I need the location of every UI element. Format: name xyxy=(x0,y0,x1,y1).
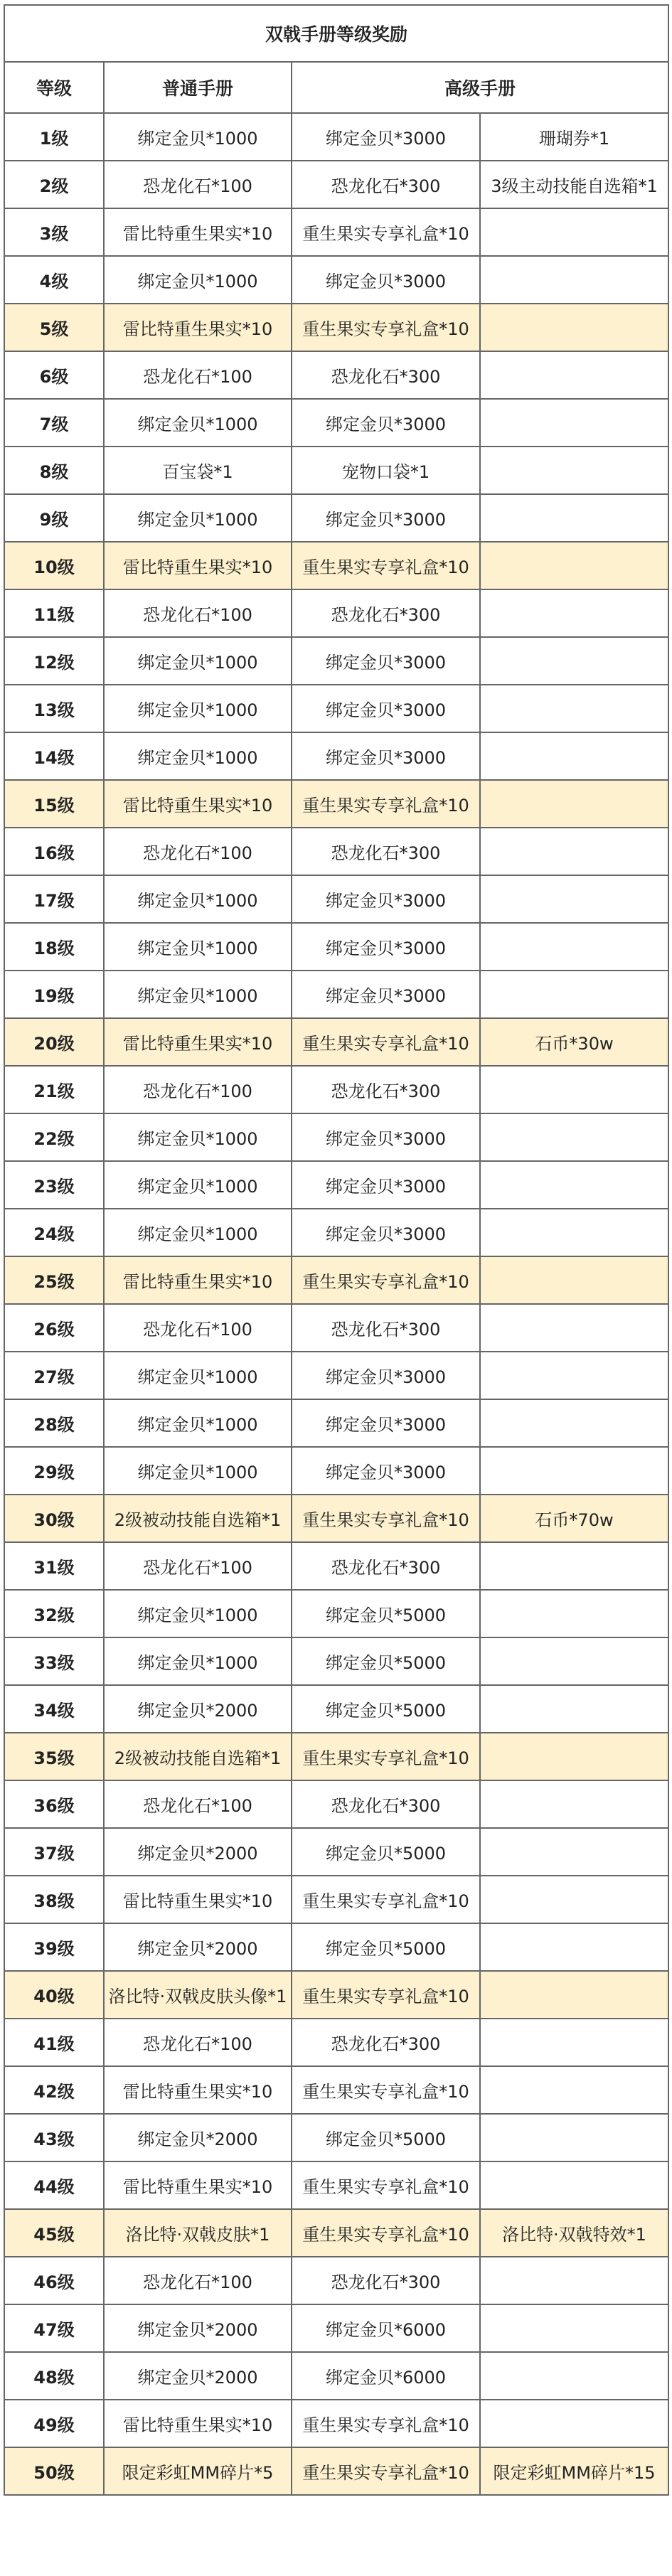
level-cell: 15级 xyxy=(4,780,104,828)
level-cell: 9级 xyxy=(4,494,104,542)
level-cell: 29级 xyxy=(4,1447,104,1495)
level-cell: 6级 xyxy=(4,351,104,399)
normal-reward-cell: 雷比特重生果实*10 xyxy=(104,2400,292,2447)
premium-reward-cell: 绑定金贝*5000 xyxy=(292,1828,480,1876)
table-row xyxy=(4,637,668,685)
premium-reward-cell: 重生果实专享礼盒*10 xyxy=(292,1971,480,2019)
level-cell: 2级 xyxy=(4,161,104,208)
level-cell: 37级 xyxy=(4,1828,104,1876)
premium-bonus-cell xyxy=(480,494,668,542)
table-body xyxy=(4,113,668,2495)
premium-reward-cell: 绑定金贝*3000 xyxy=(292,113,480,161)
table-row xyxy=(4,971,668,1018)
table-row xyxy=(4,1447,668,1495)
table-row xyxy=(4,1066,668,1113)
premium-bonus-cell xyxy=(480,1685,668,1733)
table-row xyxy=(4,1685,668,1733)
normal-reward-cell: 绑定金贝*1000 xyxy=(104,1352,292,1399)
normal-reward-cell: 恐龙化石*100 xyxy=(104,1066,292,1113)
premium-reward-cell: 绑定金贝*3000 xyxy=(292,1399,480,1447)
normal-reward-cell: 绑定金贝*1000 xyxy=(104,399,292,447)
premium-reward-cell: 绑定金贝*3000 xyxy=(292,1161,480,1209)
level-cell: 35级 xyxy=(4,1733,104,1780)
premium-reward-cell: 恐龙化石*300 xyxy=(292,1304,480,1352)
premium-reward-cell: 重生果实专享礼盒*10 xyxy=(292,542,480,589)
normal-reward-cell: 百宝袋*1 xyxy=(104,447,292,494)
reward-table xyxy=(4,4,669,2496)
table-row xyxy=(4,256,668,304)
premium-reward-cell: 绑定金贝*5000 xyxy=(292,1590,480,1637)
premium-bonus-cell xyxy=(480,1780,668,1828)
premium-reward-cell: 绑定金贝*3000 xyxy=(292,637,480,685)
normal-reward-cell: 绑定金贝*1000 xyxy=(104,256,292,304)
table-row xyxy=(4,1399,668,1447)
premium-bonus-cell xyxy=(480,1447,668,1495)
premium-bonus-cell xyxy=(480,589,668,637)
level-cell: 32级 xyxy=(4,1590,104,1637)
premium-bonus-cell xyxy=(480,875,668,923)
premium-reward-cell: 重生果实专享礼盒*10 xyxy=(292,1256,480,1304)
premium-reward-cell: 恐龙化石*300 xyxy=(292,828,480,875)
level-cell: 27级 xyxy=(4,1352,104,1399)
premium-reward-cell: 重生果实专享礼盒*10 xyxy=(292,2447,480,2495)
premium-reward-cell: 重生果实专享礼盒*10 xyxy=(292,1733,480,1780)
level-cell: 40级 xyxy=(4,1971,104,2019)
premium-reward-cell: 宠物口袋*1 xyxy=(292,447,480,494)
level-cell: 21级 xyxy=(4,1066,104,1113)
premium-bonus-cell xyxy=(480,304,668,351)
normal-reward-cell: 绑定金贝*1000 xyxy=(104,1399,292,1447)
normal-reward-cell: 2级被动技能自选箱*1 xyxy=(104,1495,292,1542)
premium-bonus-cell xyxy=(480,1828,668,1876)
normal-reward-cell: 绑定金贝*2000 xyxy=(104,2114,292,2161)
premium-bonus-cell xyxy=(480,1876,668,1923)
premium-bonus-cell xyxy=(480,637,668,685)
level-cell: 50级 xyxy=(4,2447,104,2495)
premium-bonus-cell xyxy=(480,1161,668,1209)
premium-bonus-cell xyxy=(480,208,668,256)
level-cell: 4级 xyxy=(4,256,104,304)
header-premium: 高级手册 xyxy=(292,62,668,113)
level-cell: 1级 xyxy=(4,113,104,161)
table-row xyxy=(4,304,668,351)
premium-reward-cell: 恐龙化石*300 xyxy=(292,161,480,208)
premium-reward-cell: 绑定金贝*3000 xyxy=(292,1447,480,1495)
level-cell: 28级 xyxy=(4,1399,104,1447)
level-cell: 42级 xyxy=(4,2066,104,2114)
premium-reward-cell: 重生果实专享礼盒*10 xyxy=(292,208,480,256)
premium-bonus-cell xyxy=(480,2019,668,2066)
normal-reward-cell: 恐龙化石*100 xyxy=(104,589,292,637)
level-cell: 12级 xyxy=(4,637,104,685)
normal-reward-cell: 绑定金贝*2000 xyxy=(104,1923,292,1971)
normal-reward-cell: 雷比特重生果实*10 xyxy=(104,542,292,589)
premium-reward-cell: 绑定金贝*5000 xyxy=(292,1685,480,1733)
level-cell: 45级 xyxy=(4,2209,104,2257)
normal-reward-cell: 雷比特重生果实*10 xyxy=(104,304,292,351)
normal-reward-cell: 雷比特重生果实*10 xyxy=(104,208,292,256)
level-cell: 34级 xyxy=(4,1685,104,1733)
table-row xyxy=(4,1209,668,1256)
premium-reward-cell: 绑定金贝*3000 xyxy=(292,971,480,1018)
premium-bonus-cell xyxy=(480,2161,668,2209)
premium-reward-cell: 重生果实专享礼盒*10 xyxy=(292,304,480,351)
premium-bonus-cell xyxy=(480,1113,668,1161)
premium-reward-cell: 重生果实专享礼盒*10 xyxy=(292,2066,480,2114)
normal-reward-cell: 雷比特重生果实*10 xyxy=(104,1256,292,1304)
table-row xyxy=(4,1923,668,1971)
normal-reward-cell: 恐龙化石*100 xyxy=(104,2257,292,2304)
normal-reward-cell: 绑定金贝*1000 xyxy=(104,1161,292,1209)
premium-bonus-cell xyxy=(480,1352,668,1399)
table-row xyxy=(4,1590,668,1637)
premium-bonus-cell xyxy=(480,2400,668,2447)
header-level: 等级 xyxy=(4,62,104,113)
table-row xyxy=(4,1780,668,1828)
premium-bonus-cell xyxy=(480,1637,668,1685)
level-cell: 3级 xyxy=(4,208,104,256)
table-row xyxy=(4,923,668,971)
table-row xyxy=(4,542,668,589)
table-row xyxy=(4,208,668,256)
premium-bonus-cell xyxy=(480,399,668,447)
table-row xyxy=(4,494,668,542)
table-row xyxy=(4,685,668,732)
premium-reward-cell: 重生果实专享礼盒*10 xyxy=(292,1876,480,1923)
normal-reward-cell: 绑定金贝*2000 xyxy=(104,1828,292,1876)
normal-reward-cell: 恐龙化石*100 xyxy=(104,828,292,875)
table-title: 双戟手册等级奖励 xyxy=(4,5,668,62)
premium-bonus-cell xyxy=(480,256,668,304)
normal-reward-cell: 绑定金贝*2000 xyxy=(104,1685,292,1733)
level-cell: 44级 xyxy=(4,2161,104,2209)
premium-bonus-cell xyxy=(480,1542,668,1590)
level-cell: 39级 xyxy=(4,1923,104,1971)
premium-bonus-cell xyxy=(480,2114,668,2161)
table-row xyxy=(4,1876,668,1923)
level-cell: 7级 xyxy=(4,399,104,447)
level-cell: 16级 xyxy=(4,828,104,875)
premium-bonus-cell: 石币*30w xyxy=(480,1018,668,1066)
table-row xyxy=(4,1113,668,1161)
table-row xyxy=(4,2304,668,2352)
table-row xyxy=(4,161,668,208)
table-row xyxy=(4,351,668,399)
premium-bonus-cell: 珊瑚券*1 xyxy=(480,113,668,161)
normal-reward-cell: 恐龙化石*100 xyxy=(104,1542,292,1590)
level-cell: 25级 xyxy=(4,1256,104,1304)
premium-bonus-cell: 限定彩虹MM碎片*15 xyxy=(480,2447,668,2495)
table-row xyxy=(4,399,668,447)
premium-reward-cell: 恐龙化石*300 xyxy=(292,1780,480,1828)
premium-bonus-cell xyxy=(480,351,668,399)
level-cell: 23级 xyxy=(4,1161,104,1209)
normal-reward-cell: 绑定金贝*1000 xyxy=(104,113,292,161)
table-row xyxy=(4,828,668,875)
level-cell: 33级 xyxy=(4,1637,104,1685)
premium-reward-cell: 重生果实专享礼盒*10 xyxy=(292,1018,480,1066)
table-row xyxy=(4,2114,668,2161)
premium-reward-cell: 绑定金贝*6000 xyxy=(292,2352,480,2400)
table-row xyxy=(4,2066,668,2114)
premium-bonus-cell: 3级主动技能自选箱*1 xyxy=(480,161,668,208)
premium-reward-cell: 绑定金贝*5000 xyxy=(292,1637,480,1685)
premium-reward-cell: 恐龙化石*300 xyxy=(292,1542,480,1590)
table-row xyxy=(4,1495,668,1542)
premium-reward-cell: 绑定金贝*3000 xyxy=(292,1209,480,1256)
premium-bonus-cell xyxy=(480,780,668,828)
normal-reward-cell: 雷比特重生果实*10 xyxy=(104,2161,292,2209)
premium-bonus-cell xyxy=(480,685,668,732)
premium-bonus-cell xyxy=(480,1923,668,1971)
premium-bonus-cell xyxy=(480,542,668,589)
premium-reward-cell: 恐龙化石*300 xyxy=(292,2257,480,2304)
level-cell: 26级 xyxy=(4,1304,104,1352)
normal-reward-cell: 雷比特重生果实*10 xyxy=(104,1876,292,1923)
normal-reward-cell: 绑定金贝*1000 xyxy=(104,971,292,1018)
premium-bonus-cell xyxy=(480,1399,668,1447)
premium-bonus-cell xyxy=(480,2304,668,2352)
level-cell: 8级 xyxy=(4,447,104,494)
premium-bonus-cell xyxy=(480,1209,668,1256)
normal-reward-cell: 2级被动技能自选箱*1 xyxy=(104,1733,292,1780)
level-cell: 11级 xyxy=(4,589,104,637)
premium-reward-cell: 绑定金贝*5000 xyxy=(292,1923,480,1971)
header-normal: 普通手册 xyxy=(104,62,292,113)
premium-reward-cell: 恐龙化石*300 xyxy=(292,2019,480,2066)
normal-reward-cell: 绑定金贝*2000 xyxy=(104,2304,292,2352)
normal-reward-cell: 恐龙化石*100 xyxy=(104,1780,292,1828)
premium-reward-cell: 绑定金贝*3000 xyxy=(292,875,480,923)
table-row xyxy=(4,1542,668,1590)
table-row xyxy=(4,732,668,780)
premium-bonus-cell xyxy=(480,2352,668,2400)
table-row xyxy=(4,2257,668,2304)
premium-bonus-cell xyxy=(480,732,668,780)
normal-reward-cell: 绑定金贝*1000 xyxy=(104,1209,292,1256)
premium-reward-cell: 绑定金贝*3000 xyxy=(292,1113,480,1161)
premium-bonus-cell xyxy=(480,2066,668,2114)
premium-bonus-cell xyxy=(480,447,668,494)
premium-bonus-cell xyxy=(480,1304,668,1352)
normal-reward-cell: 洛比特·双戟皮肤头像*1 xyxy=(104,1971,292,2019)
level-cell: 14级 xyxy=(4,732,104,780)
premium-bonus-cell: 洛比特·双戟特效*1 xyxy=(480,2209,668,2257)
table-row xyxy=(4,113,668,161)
level-cell: 30级 xyxy=(4,1495,104,1542)
premium-bonus-cell xyxy=(480,2257,668,2304)
normal-reward-cell: 绑定金贝*1000 xyxy=(104,732,292,780)
premium-reward-cell: 恐龙化石*300 xyxy=(292,589,480,637)
table-row xyxy=(4,1733,668,1780)
level-cell: 18级 xyxy=(4,923,104,971)
normal-reward-cell: 洛比特·双戟皮肤*1 xyxy=(104,2209,292,2257)
premium-reward-cell: 恐龙化石*300 xyxy=(292,351,480,399)
normal-reward-cell: 绑定金贝*1000 xyxy=(104,1637,292,1685)
table-row xyxy=(4,1828,668,1876)
normal-reward-cell: 绑定金贝*1000 xyxy=(104,1590,292,1637)
table-row xyxy=(4,1971,668,2019)
premium-reward-cell: 绑定金贝*3000 xyxy=(292,399,480,447)
table-row xyxy=(4,589,668,637)
table-row xyxy=(4,875,668,923)
table-row xyxy=(4,1352,668,1399)
normal-reward-cell: 绑定金贝*1000 xyxy=(104,494,292,542)
premium-reward-cell: 恐龙化石*300 xyxy=(292,1066,480,1113)
table-row xyxy=(4,1018,668,1066)
table-row xyxy=(4,2161,668,2209)
premium-reward-cell: 重生果实专享礼盒*10 xyxy=(292,780,480,828)
normal-reward-cell: 恐龙化石*100 xyxy=(104,351,292,399)
premium-reward-cell: 重生果实专享礼盒*10 xyxy=(292,2209,480,2257)
premium-reward-cell: 绑定金贝*3000 xyxy=(292,685,480,732)
table-row xyxy=(4,1161,668,1209)
level-cell: 24级 xyxy=(4,1209,104,1256)
premium-bonus-cell xyxy=(480,1590,668,1637)
normal-reward-cell: 雷比特重生果实*10 xyxy=(104,780,292,828)
premium-reward-cell: 绑定金贝*3000 xyxy=(292,1352,480,1399)
normal-reward-cell: 绑定金贝*1000 xyxy=(104,1447,292,1495)
premium-reward-cell: 绑定金贝*5000 xyxy=(292,2114,480,2161)
table-row xyxy=(4,1304,668,1352)
level-cell: 43级 xyxy=(4,2114,104,2161)
premium-bonus-cell: 石币*70w xyxy=(480,1495,668,1542)
table-row xyxy=(4,2209,668,2257)
premium-bonus-cell xyxy=(480,1971,668,2019)
level-cell: 36级 xyxy=(4,1780,104,1828)
premium-reward-cell: 绑定金贝*3000 xyxy=(292,732,480,780)
level-cell: 31级 xyxy=(4,1542,104,1590)
premium-bonus-cell xyxy=(480,828,668,875)
level-cell: 5级 xyxy=(4,304,104,351)
premium-reward-cell: 重生果实专享礼盒*10 xyxy=(292,2161,480,2209)
normal-reward-cell: 恐龙化石*100 xyxy=(104,161,292,208)
normal-reward-cell: 绑定金贝*1000 xyxy=(104,685,292,732)
premium-reward-cell: 绑定金贝*3000 xyxy=(292,923,480,971)
premium-bonus-cell xyxy=(480,923,668,971)
normal-reward-cell: 绑定金贝*1000 xyxy=(104,637,292,685)
table-row xyxy=(4,2400,668,2447)
level-cell: 13级 xyxy=(4,685,104,732)
level-cell: 20级 xyxy=(4,1018,104,1066)
normal-reward-cell: 绑定金贝*1000 xyxy=(104,875,292,923)
level-cell: 46级 xyxy=(4,2257,104,2304)
table-row xyxy=(4,2352,668,2400)
level-cell: 38级 xyxy=(4,1876,104,1923)
table-row xyxy=(4,2447,668,2495)
level-cell: 17级 xyxy=(4,875,104,923)
table-row xyxy=(4,1637,668,1685)
level-cell: 47级 xyxy=(4,2304,104,2352)
level-cell: 10级 xyxy=(4,542,104,589)
normal-reward-cell: 恐龙化石*100 xyxy=(104,2019,292,2066)
level-cell: 22级 xyxy=(4,1113,104,1161)
table-row xyxy=(4,2019,668,2066)
table-row xyxy=(4,1256,668,1304)
premium-reward-cell: 绑定金贝*3000 xyxy=(292,494,480,542)
level-cell: 19级 xyxy=(4,971,104,1018)
normal-reward-cell: 绑定金贝*2000 xyxy=(104,2352,292,2400)
premium-reward-cell: 绑定金贝*6000 xyxy=(292,2304,480,2352)
table-row xyxy=(4,780,668,828)
premium-reward-cell: 绑定金贝*3000 xyxy=(292,256,480,304)
normal-reward-cell: 绑定金贝*1000 xyxy=(104,1113,292,1161)
premium-reward-cell: 重生果实专享礼盒*10 xyxy=(292,2400,480,2447)
normal-reward-cell: 限定彩虹MM碎片*5 xyxy=(104,2447,292,2495)
premium-bonus-cell xyxy=(480,1066,668,1113)
level-cell: 41级 xyxy=(4,2019,104,2066)
premium-bonus-cell xyxy=(480,1256,668,1304)
normal-reward-cell: 雷比特重生果实*10 xyxy=(104,2066,292,2114)
normal-reward-cell: 绑定金贝*1000 xyxy=(104,923,292,971)
level-cell: 49级 xyxy=(4,2400,104,2447)
normal-reward-cell: 雷比特重生果实*10 xyxy=(104,1018,292,1066)
table-row xyxy=(4,447,668,494)
normal-reward-cell: 恐龙化石*100 xyxy=(104,1304,292,1352)
level-cell: 48级 xyxy=(4,2352,104,2400)
premium-bonus-cell xyxy=(480,1733,668,1780)
premium-bonus-cell xyxy=(480,971,668,1018)
premium-reward-cell: 重生果实专享礼盒*10 xyxy=(292,1495,480,1542)
